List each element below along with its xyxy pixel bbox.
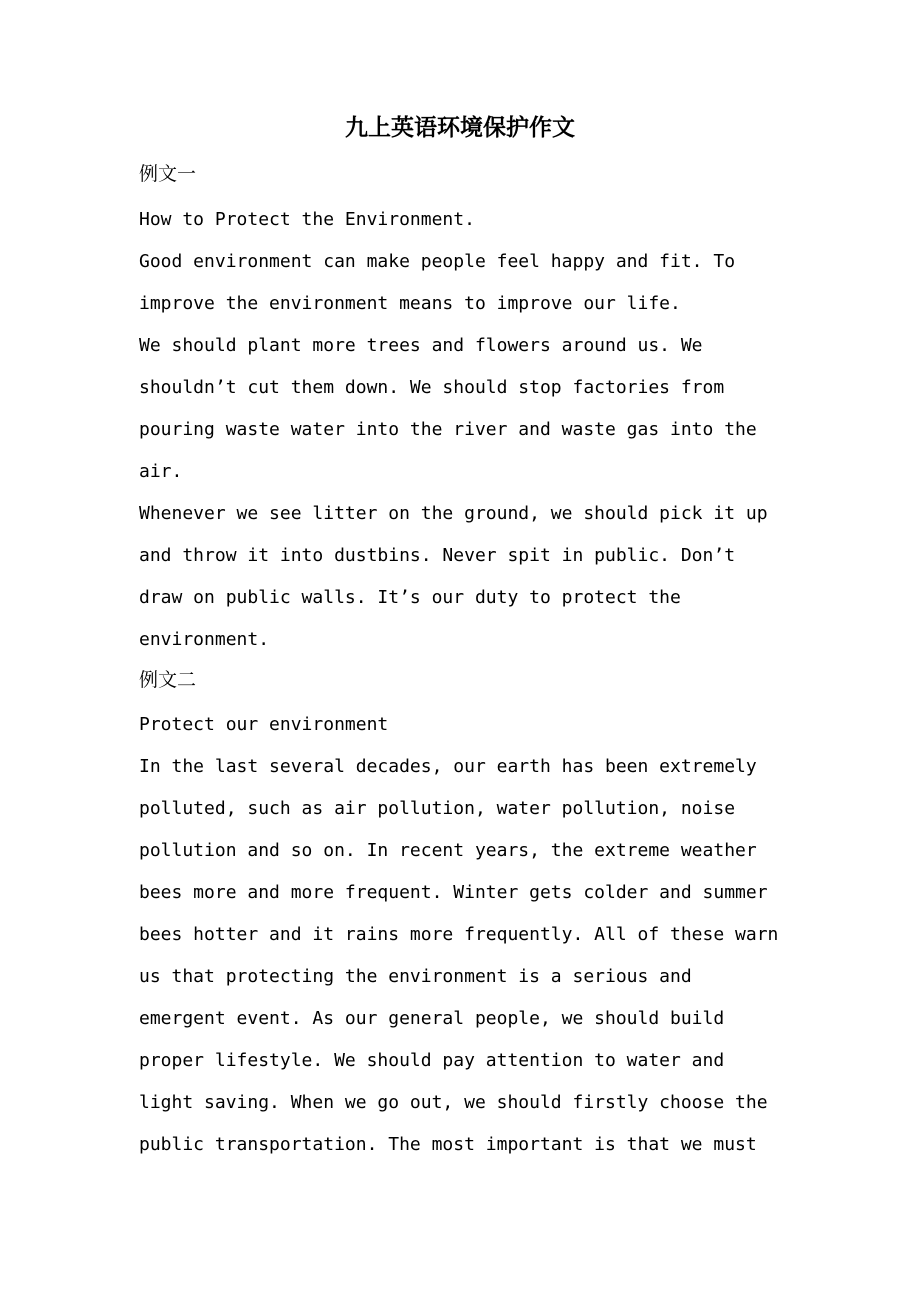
document-title: 九上英语环境保护作文 xyxy=(345,114,575,141)
text-line: and throw it into dustbins. Never spit in public. Don’t xyxy=(139,545,736,566)
text-line: Protect our environment xyxy=(139,714,389,735)
section-heading-2: 例文二 xyxy=(139,669,197,691)
text-line: We should plant more trees and flowers around us. We xyxy=(139,335,703,356)
text-line: pollution and so on. In recent years, the extreme weather xyxy=(139,840,757,861)
text-line: Whenever we see litter on the ground, we should pick it up xyxy=(139,503,768,524)
text-line: Good environment can make people feel happy and fit. To xyxy=(139,251,736,272)
text-line: polluted, such as air pollution, water pollution, noise xyxy=(139,798,736,819)
text-line: pouring waste water into the river and waste gas into the xyxy=(139,419,757,440)
text-line: How to Protect the Environment. xyxy=(139,209,475,230)
text-line: bees hotter and it rains more frequently. All of these warn xyxy=(139,924,779,945)
text-line: light saving. When we go out, we should firstly choose the xyxy=(139,1092,768,1113)
text-line: us that protecting the environment is a serious and xyxy=(139,966,692,987)
text-line: public transportation. The most important is that we must xyxy=(139,1134,757,1155)
text-line: shouldn’t cut them down. We should stop factories from xyxy=(139,377,725,398)
text-line: proper lifestyle. We should pay attention to water and xyxy=(139,1050,725,1071)
text-line: improve the environment means to improve our life. xyxy=(139,293,681,314)
text-line: In the last several decades, our earth has been extremely xyxy=(139,756,757,777)
text-line: draw on public walls. It’s our duty to protect the xyxy=(139,587,681,608)
text-line: air. xyxy=(139,461,183,482)
text-line: bees more and more frequent. Winter gets colder and summer xyxy=(139,882,768,903)
section-heading-1: 例文一 xyxy=(139,163,197,185)
text-line: environment. xyxy=(139,629,270,650)
text-line: emergent event. As our general people, we should build xyxy=(139,1008,725,1029)
